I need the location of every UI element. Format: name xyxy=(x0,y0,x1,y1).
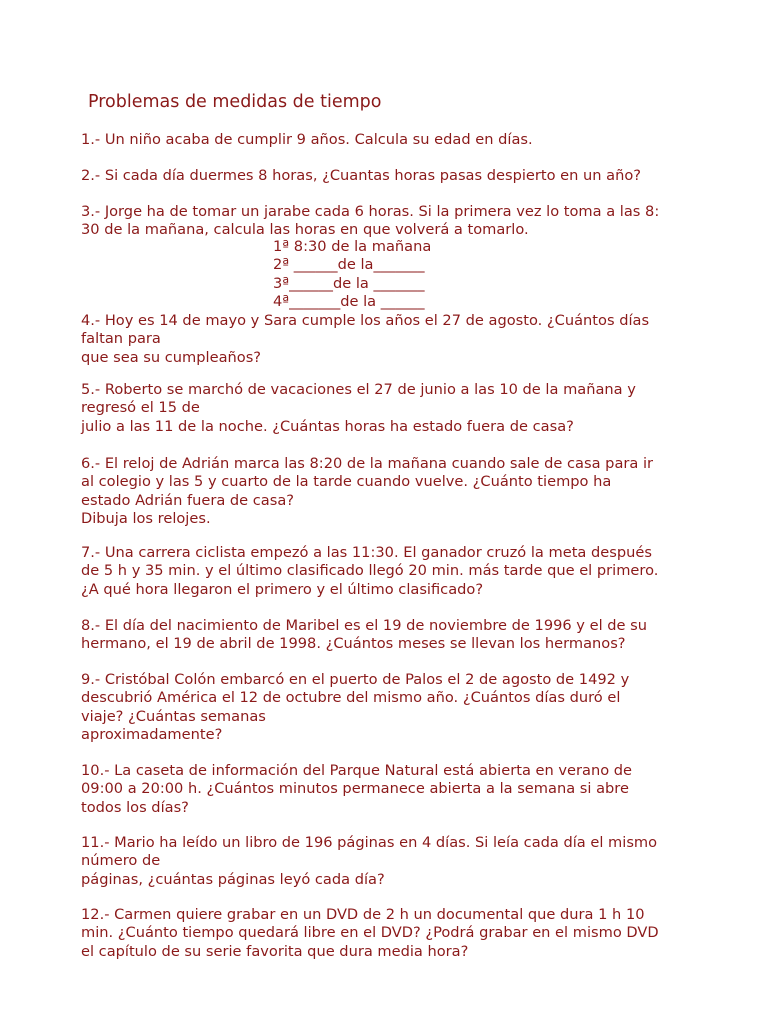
problem-line: 09:00 a 20:00 h. ¿Cuántos minutos permanece abierta a la semana si abre xyxy=(81,780,629,798)
problem-11 xyxy=(81,834,721,889)
problem-2 xyxy=(81,167,721,185)
problem-line: el capítulo de su serie favorita que dura media hora? xyxy=(81,942,469,960)
problem-3 xyxy=(81,203,721,240)
problem-line: 4.- Hoy es 14 de mayo y Sara cumple los años el 27 de agosto. ¿Cuántos días xyxy=(81,312,650,329)
dose-schedule xyxy=(273,238,431,312)
problem-line: 30 de la mañana, calcula las horas en que volverá a tomarlo. xyxy=(81,221,529,239)
problem-line: min. ¿Cuánto tiempo quedará libre en el DVD? ¿Podrá grabar en el mismo DVD xyxy=(81,924,659,942)
problem-line: faltan para xyxy=(81,330,161,348)
problem-line: 11.- Mario ha leído un libro de 196 páginas en 4 días. Si leía cada día el mismo xyxy=(81,834,658,851)
dose-line: 4ª_______de la ______ xyxy=(273,293,425,311)
problem-line: 7.- Una carrera ciclista empezó a las 11:30. El ganador cruzó la meta después xyxy=(81,544,652,561)
problem-line: descubrió América el 12 de octubre del mismo año. ¿Cuántos días duró el xyxy=(81,689,621,707)
problem-5 xyxy=(81,381,721,436)
problem-8 xyxy=(81,617,721,654)
problem-line: 10.- La caseta de información del Parque Natural está abierta en verano de xyxy=(81,762,633,779)
problem-1 xyxy=(81,131,721,149)
problem-line: 8.- El día del nacimiento de Maribel es el 19 de noviembre de 1996 y el de su xyxy=(81,617,647,634)
problem-line: 6.- El reloj de Adrián marca las 8:20 de la mañana cuando sale de casa para ir xyxy=(81,455,654,472)
problem-10 xyxy=(81,762,721,817)
dose-line: 3ª______de la _______ xyxy=(273,274,425,292)
problem-line: 5.- Roberto se marchó de vacaciones el 27 de junio a las 10 de la mañana y xyxy=(81,381,636,398)
problem-line: 12.- Carmen quiere grabar en un DVD de 2 h un documental que dura 1 h 10 xyxy=(81,906,645,923)
problem-4 xyxy=(81,312,721,367)
problem-line: 9.- Cristóbal Colón embarcó en el puerto de Palos el 2 de agosto de 1492 y xyxy=(81,671,630,688)
problem-line: aproximadamente? xyxy=(81,726,223,744)
problem-line: estado Adrián fuera de casa? xyxy=(81,491,295,509)
problem-line: 1.- Un niño acaba de cumplir 9 años. Calcula su edad en días. xyxy=(81,131,533,148)
problem-line: al colegio y las 5 y cuarto de la tarde cuando vuelve. ¿Cuánto tiempo ha xyxy=(81,473,612,491)
problem-line: viaje? ¿Cuántas semanas xyxy=(81,707,266,725)
problem-line: que sea su cumpleaños? xyxy=(81,348,262,366)
problem-line: todos los días? xyxy=(81,798,189,816)
problem-line: 3.- Jorge ha de tomar un jarabe cada 6 horas. Si la primera vez lo toma a las 8: xyxy=(81,203,660,220)
problem-line: julio a las 11 de la noche. ¿Cuántas horas ha estado fuera de casa? xyxy=(81,417,574,435)
problem-line: hermano, el 19 de abril de 1998. ¿Cuántos meses se llevan los hermanos? xyxy=(81,635,626,653)
dose-line: 1ª 8:30 de la mañana xyxy=(273,238,432,255)
problem-6 xyxy=(81,455,721,529)
dose-line: 2ª ______de la_______ xyxy=(273,256,425,274)
problem-line: número de xyxy=(81,852,161,870)
page-title: Problemas de medidas de tiempo xyxy=(88,92,382,112)
problem-line: Dibuja los relojes. xyxy=(81,510,211,528)
problem-12 xyxy=(81,906,721,961)
problem-line: de 5 h y 35 min. y el último clasificado llegó 20 min. más tarde que el primero. xyxy=(81,562,659,580)
problem-line: regresó el 15 de xyxy=(81,399,200,417)
problem-9 xyxy=(81,671,721,745)
problem-line: páginas, ¿cuántas páginas leyó cada día? xyxy=(81,870,385,888)
problem-line: 2.- Si cada día duermes 8 horas, ¿Cuantas horas pasas despierto en un año? xyxy=(81,167,642,184)
problem-line: ¿A qué hora llegaron el primero y el último clasificado? xyxy=(81,580,484,598)
problem-7 xyxy=(81,544,721,599)
